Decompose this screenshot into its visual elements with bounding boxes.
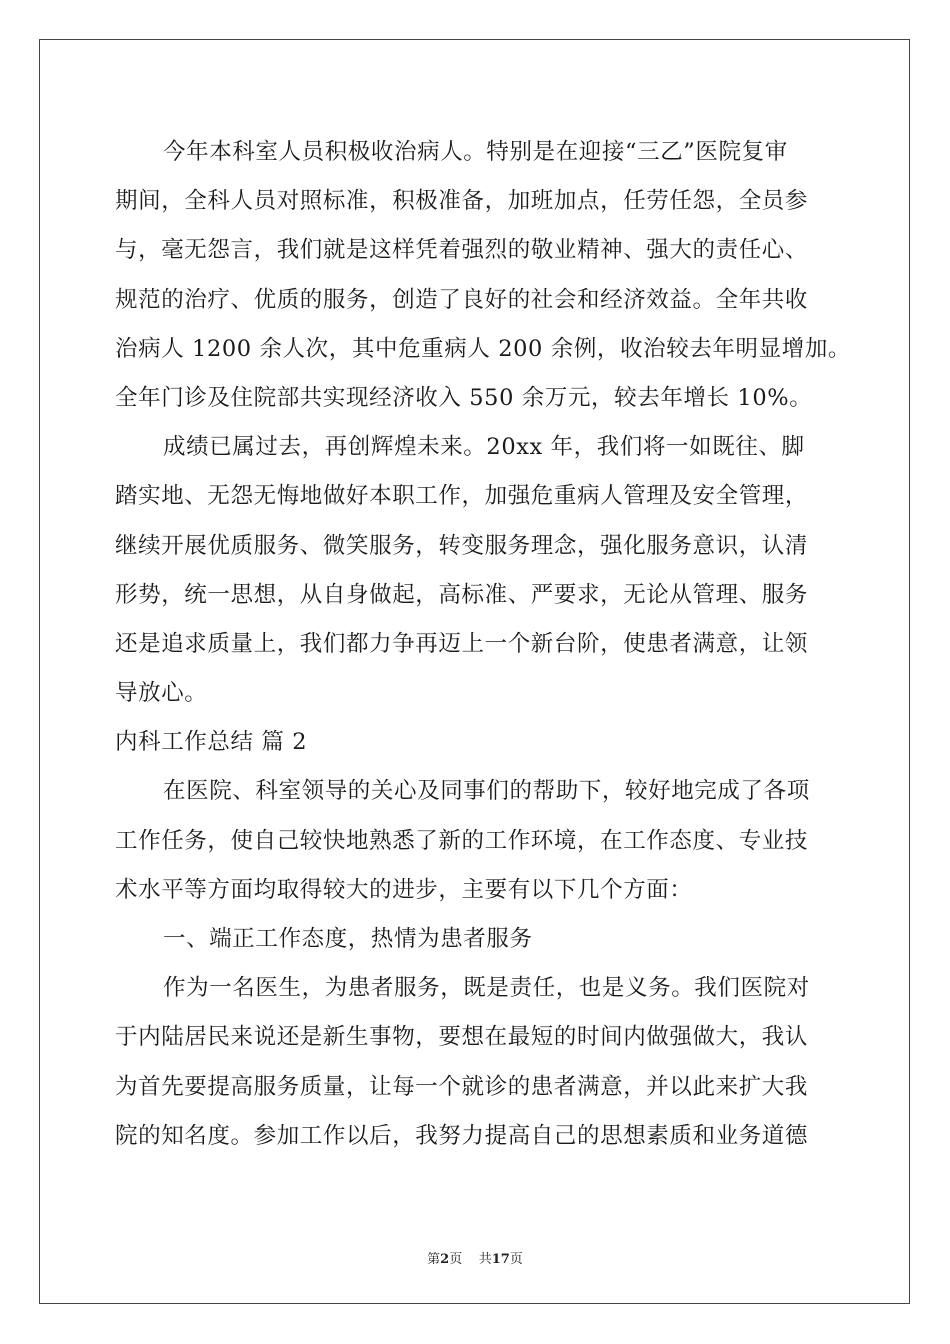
text-line: 治病人 1200 余人次，其中危重病人 200 余例，收治较去年明显增加。 [115,335,852,362]
text-line: 还是追求质量上，我们都力争再迈上一个新台阶，使患者满意，让领 [115,630,809,657]
page-suffix: 页 [449,1252,463,1267]
text-line: 院的知名度。参加工作以后，我努力提高自己的思想素质和业务道德 [115,1122,809,1149]
text-line: 踏实地、无怨无悔地做好本职工作，加强危重病人管理及安全管理， [115,483,809,510]
text-line: 导放心。 [115,680,208,707]
subsection-heading: 一、端正工作态度，热情为患者服务 [163,926,533,952]
text-line: 全年门诊及住院部共实现经济收入 550 余万元，较去年增长 10%。 [115,384,813,411]
section-heading: 内科工作总结 篇 2 [115,729,308,756]
text-line: 成绩已属过去，再创辉煌未来。20xx 年，我们将一如既往、脚 [163,434,805,461]
text-line: 作为一名医生，为患者服务，既是责任，也是义务。我们医院对 [163,975,810,1002]
text-line: 今年本科室人员积极收治病人。特别是在迎接“三乙”医院复审 [163,139,788,165]
text-line: 与，毫无怨言，我们就是这样凭着强烈的敬业精神、强大的责任心、 [115,237,809,264]
page-prefix: 第 [427,1252,441,1267]
text-line: 为首先要提高服务质量，让每一个就诊的患者满意，并以此来扩大我 [115,1073,809,1100]
text-line: 工作任务，使自己较快地熟悉了新的工作环境，在工作态度、专业技 [115,827,809,854]
text-line: 于内陆居民来说还是新生事物，要想在最短的时间内做强做大，我认 [115,1024,809,1051]
document-body [115,128,852,1161]
current-page-number: 2 [440,1252,450,1267]
text-line: 在医院、科室领导的关心及同事们的帮助下，较好地完成了各项 [163,778,810,805]
text-line: 术水平等方面均取得较大的进步，主要有以下几个方面： [115,876,693,903]
text-line: 继续开展优质服务、微笑服务，转变服务理念，强化服务意识，认清 [115,532,809,559]
total-suffix: 页 [509,1252,523,1267]
total-prefix: 共 [478,1252,492,1267]
text-line: 期间，全科人员对照标准，积极准备，加班加点，任劳任怨，全员参 [115,188,809,215]
page-footer [0,1248,950,1267]
total-page-count: 17 [491,1252,510,1267]
text-line: 规范的治疗、优质的服务，创造了良好的社会和经济效益。全年共收 [115,286,809,313]
text-line: 形势，统一思想，从自身做起，高标准、严要求，无论从管理、服务 [115,581,809,608]
